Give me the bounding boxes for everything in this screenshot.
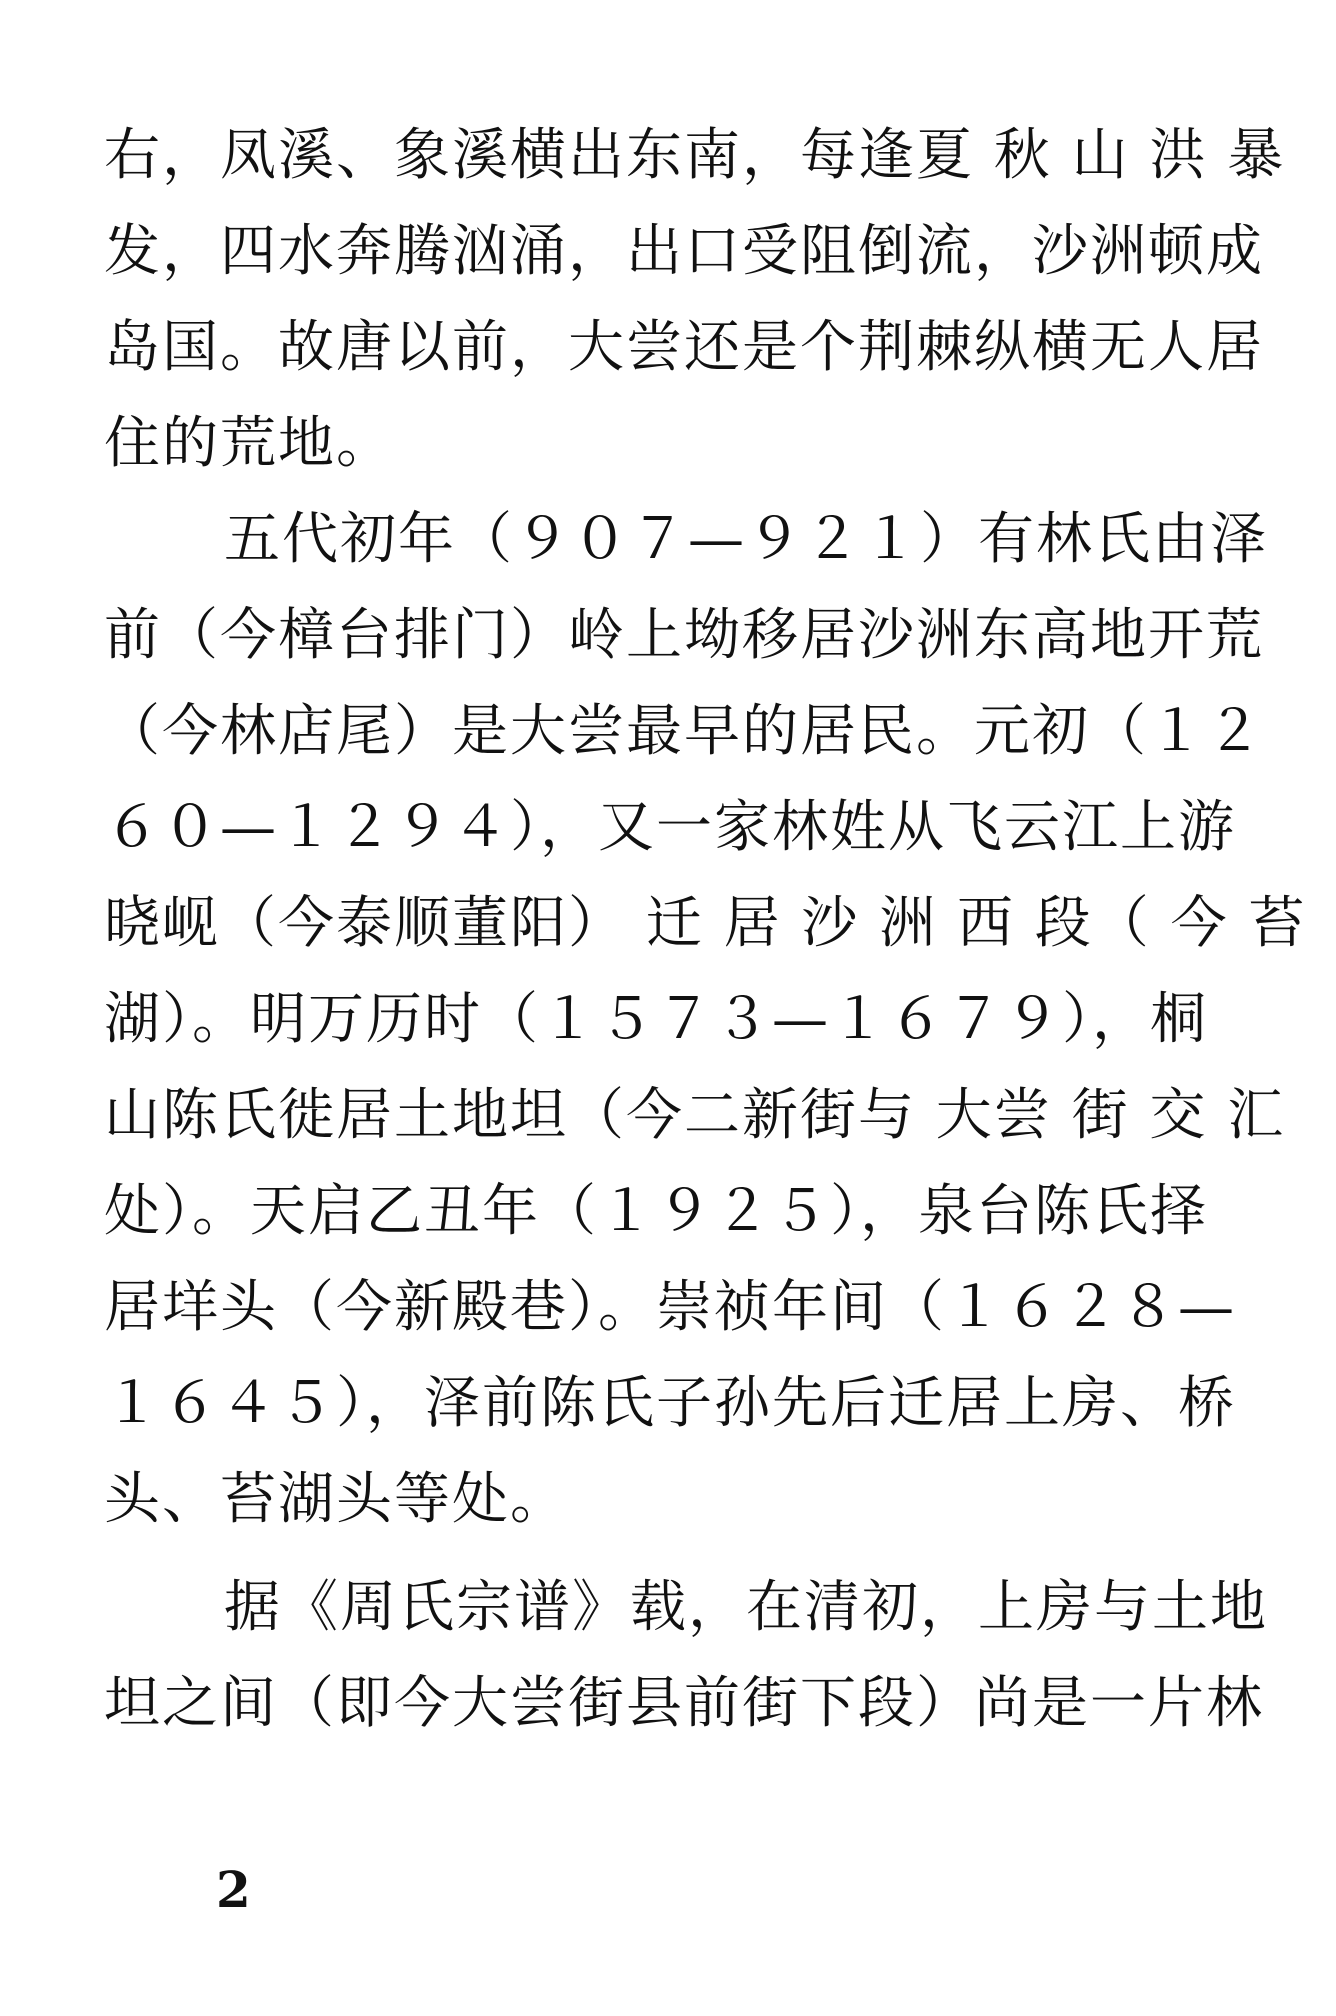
text-line-7: （今林店尾）是大尝最早的居民。元初（１２ (104, 699, 1264, 764)
text-line-16: 据《周氏宗谱》载，在清初，上房与土地 (224, 1575, 1268, 1640)
text-line-9: 晓岘（今泰顺董阳） 迁 居 沙 洲 西 段（ 今 苔 (104, 891, 1307, 956)
text-line-5: 五代初年（９０７—９２１）有林氏由泽 (224, 507, 1268, 572)
text-line-2: 发，四水奔腾汹涌，出口受阻倒流，沙洲顿成 (104, 219, 1264, 284)
text-line-13: 居垟头（今新殿巷）。崇祯年间（１６２８— (104, 1275, 1236, 1340)
text-line-1: 右，凤溪、象溪横出东南，每逢夏 秋 山 洪 暴 (104, 123, 1286, 188)
text-line-4: 住的荒地。 (104, 411, 394, 476)
text-line-6: 前（今樟台排门）岭上坳移居沙洲东高地开荒 (104, 603, 1264, 668)
text-line-10: 湖）。明万历时（１５７３—１６７９），桐 (104, 987, 1208, 1052)
page-number: 2 (216, 1860, 251, 1919)
text-line-8: ６０—１２９４），又一家林姓从飞云江上游 (104, 795, 1236, 860)
text-line-15: 头、苔湖头等处。 (104, 1467, 568, 1532)
text-line-11: 山陈氏徙居土地坦（今二新街与 大尝 街 交 汇 (104, 1083, 1286, 1148)
text-line-12: 处）。天启乙丑年（１９２５），泉台陈氏择 (104, 1179, 1208, 1244)
text-line-14: １６４５），泽前陈氏子孙先后迁居上房、桥 (104, 1371, 1236, 1436)
text-line-17: 坦之间（即今大尝街县前街下段）尚是一片林 (104, 1671, 1264, 1736)
text-line-3: 岛国。故唐以前，大尝还是个荆棘纵横无人居 (104, 315, 1264, 380)
